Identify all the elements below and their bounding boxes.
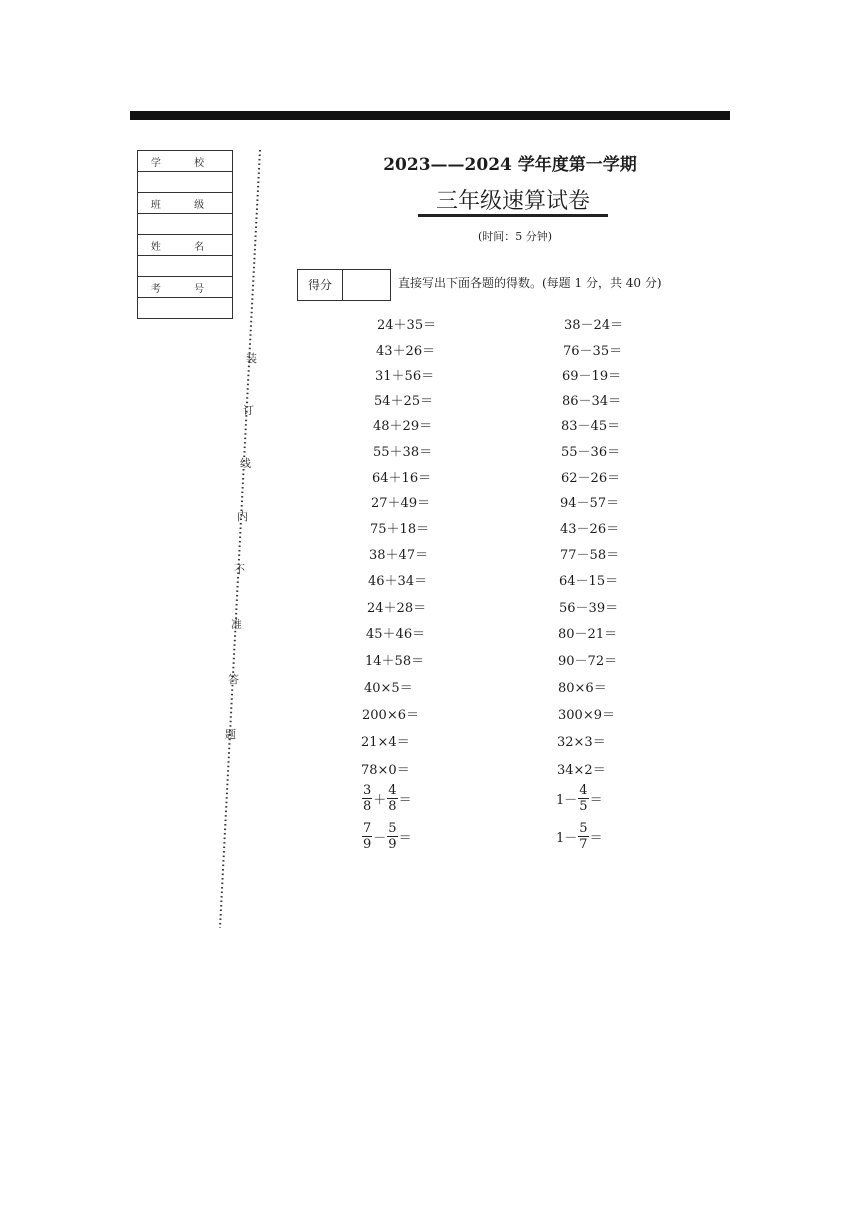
binding-char: 装 [246, 352, 257, 365]
left-question: 38＋47＝ [369, 548, 429, 563]
info-label-class: 班 级 [138, 193, 233, 214]
left-question: 40×5＝ [364, 681, 413, 696]
left-question: 45＋46＝ [366, 627, 426, 642]
left-question: 24＋35＝ [377, 318, 437, 333]
instruction-text: 直接写出下面各题的得数。(每题 1 分，共 40 分) [398, 276, 662, 290]
score-field[interactable] [343, 270, 390, 300]
right-question: 94－57＝ [560, 496, 620, 511]
binding-line [218, 150, 262, 930]
left-question: 75＋18＝ [370, 522, 430, 537]
fraction-question-3: $\frac{7}{9}$ － $\frac{5}{9}$ ＝ [363, 821, 412, 852]
score-box [297, 269, 391, 301]
fraction-question-2: 1－ $\frac{4}{5}$ ＝ [556, 783, 603, 814]
right-question: 62－26＝ [561, 471, 621, 486]
exam-subtitle: 三年级速算试卷 [435, 189, 590, 214]
binding-char: 题 [225, 728, 236, 741]
left-question: 48＋29＝ [373, 419, 433, 434]
top-border-bar [130, 111, 730, 120]
right-question: 86－34＝ [562, 394, 622, 409]
fraction-question-1: $\frac{3}{8}$ ＋ $\frac{4}{8}$ ＝ [363, 783, 412, 814]
left-question: 24＋28＝ [367, 601, 427, 616]
right-question: 38－24＝ [564, 318, 624, 333]
left-question: 64＋16＝ [372, 471, 432, 486]
left-question: 200×6＝ [362, 708, 419, 723]
right-question: 83－45＝ [561, 419, 621, 434]
left-question: 27＋49＝ [371, 496, 431, 511]
info-label-exam-number: 考 号 [138, 277, 233, 298]
binding-char: 不 [234, 563, 245, 576]
fraction: $\frac{4}{5}$ [579, 783, 588, 814]
right-question: 80－21＝ [558, 627, 618, 642]
fraction: $\frac{4}{8}$ [388, 783, 397, 814]
binding-char: 答 [228, 673, 239, 686]
fraction: $\frac{7}{9}$ [363, 821, 372, 852]
score-label: 得分 [298, 270, 343, 300]
right-question: 77－58＝ [560, 548, 620, 563]
right-question: 34×2＝ [557, 763, 606, 778]
fraction: $\frac{5}{9}$ [388, 821, 397, 852]
subtitle-underline [418, 214, 608, 217]
right-question: 90－72＝ [558, 654, 618, 669]
left-question: 21×4＝ [361, 735, 410, 750]
info-label-school: 学 校 [138, 151, 233, 172]
left-question: 46＋34＝ [368, 574, 428, 589]
left-question: 78×0＝ [361, 763, 410, 778]
right-question: 64－15＝ [559, 574, 619, 589]
left-question: 54＋25＝ [374, 394, 434, 409]
exam-title: 2023——2024 学年度第一学期 [383, 155, 637, 175]
left-question: 31＋56＝ [375, 369, 435, 384]
right-question: 69－19＝ [562, 369, 622, 384]
right-question: 80×6＝ [558, 681, 607, 696]
right-question: 32×3＝ [557, 735, 606, 750]
fraction-question-4: 1－ $\frac{5}{7}$ ＝ [556, 821, 603, 852]
binding-char: 线 [240, 457, 251, 470]
fraction: $\frac{5}{7}$ [579, 821, 588, 852]
left-question: 55＋38＝ [373, 445, 433, 460]
binding-char: 订 [243, 404, 254, 417]
right-question: 55－36＝ [561, 445, 621, 460]
binding-char: 准 [231, 618, 242, 631]
info-label-name: 姓 名 [138, 235, 233, 256]
right-question: 43－26＝ [560, 522, 620, 537]
right-question: 300×9＝ [558, 708, 615, 723]
time-limit-note: (时间：5 分钟) [477, 230, 553, 243]
left-question: 43＋26＝ [376, 344, 436, 359]
right-question: 76－35＝ [563, 344, 623, 359]
left-question: 14＋58＝ [365, 654, 425, 669]
right-question: 56－39＝ [559, 601, 619, 616]
dotted-binding-line [218, 150, 262, 930]
fraction: $\frac{3}{8}$ [363, 783, 372, 814]
binding-char: 内 [237, 510, 248, 523]
